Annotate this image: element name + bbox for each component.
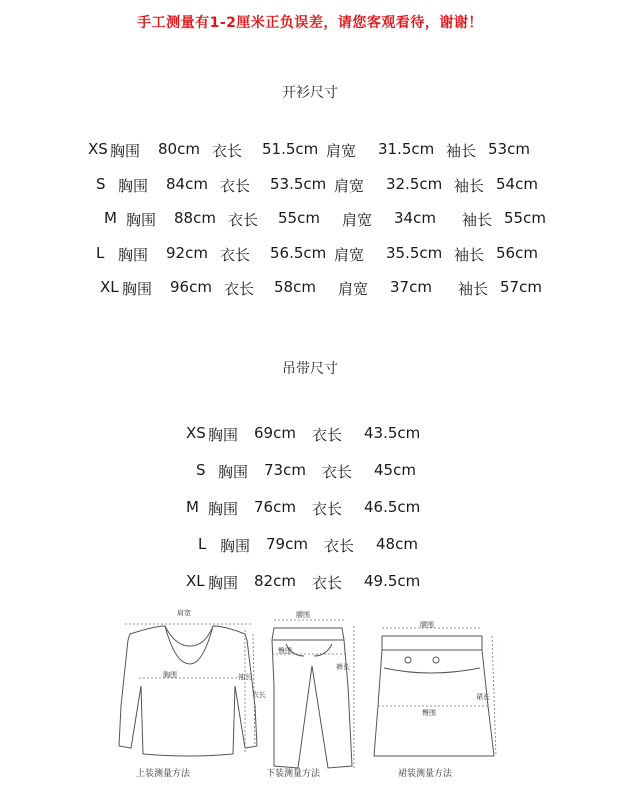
cami-size: XS xyxy=(186,424,206,442)
cami-chest: 82cm xyxy=(254,572,296,590)
cami-chest-label: 胸围 xyxy=(218,463,249,481)
cardigan-shoulder: 34cm xyxy=(394,209,436,227)
cardigan-size: M xyxy=(104,209,117,227)
cami-chest-label: 胸围 xyxy=(208,574,239,592)
cami-length-label: 衣长 xyxy=(322,463,353,481)
cardigan-row xyxy=(0,209,620,244)
cami-chest: 79cm xyxy=(266,535,308,553)
measurement-diagrams xyxy=(0,600,620,812)
cardigan-length: 58cm xyxy=(274,278,316,296)
cardigan-sleeve-label: 袖长 xyxy=(454,245,485,264)
cardigan-chest-label: 胸围 xyxy=(110,142,141,160)
cardigan-sleeve-label: 袖长 xyxy=(458,280,489,298)
cardigan-chest: 96cm xyxy=(170,278,212,296)
cardigan-section-title: 开衫尺寸 xyxy=(282,85,338,101)
pants-hip-label: 臀围 xyxy=(278,647,292,655)
top-chest-label: 胸围 xyxy=(163,671,177,679)
top-caption: 上装测量方法 xyxy=(136,769,191,779)
cami-row xyxy=(0,498,620,535)
cardigan-length-label: 衣长 xyxy=(212,142,243,160)
pants-waist-label: 腰围 xyxy=(296,611,310,619)
cami-chest: 69cm xyxy=(254,424,296,442)
cami-length: 46.5cm xyxy=(364,498,421,516)
cardigan-shoulder: 35.5cm xyxy=(386,243,443,262)
cardigan-size: L xyxy=(96,243,105,262)
cami-length-label: 衣长 xyxy=(312,574,343,592)
cardigan-size-table xyxy=(0,140,620,313)
cami-section-title: 吊带尺寸 xyxy=(282,361,338,377)
cardigan-length-label: 衣长 xyxy=(228,211,259,229)
cami-row xyxy=(0,424,620,461)
cardigan-shoulder-label: 肩宽 xyxy=(326,142,357,160)
cardigan-chest-label: 胸围 xyxy=(118,176,149,195)
cardigan-length: 55cm xyxy=(278,209,320,227)
cardigan-row xyxy=(0,175,620,210)
cami-size: L xyxy=(198,535,207,553)
cami-length-label: 衣长 xyxy=(324,537,355,555)
cardigan-shoulder-label: 肩宽 xyxy=(338,280,369,298)
cardigan-sleeve-label: 袖长 xyxy=(462,211,493,229)
cami-row xyxy=(0,535,620,572)
skirt-hip-label: 臀围 xyxy=(422,709,436,717)
skirt-caption: 裙装测量方法 xyxy=(398,769,453,779)
cami-length: 45cm xyxy=(374,461,416,479)
cardigan-sleeve: 53cm xyxy=(488,140,530,158)
cardigan-row xyxy=(0,278,620,313)
cami-size: M xyxy=(186,498,199,516)
cardigan-sleeve: 56cm xyxy=(496,243,538,262)
measurement-notice: 手工测量有1-2厘米正负误差，请您客观看待，谢谢！ xyxy=(137,15,483,31)
top-shoulder-label: 肩宽 xyxy=(177,609,191,617)
skirt-waist-label: 腰围 xyxy=(420,621,434,629)
cardigan-chest: 92cm xyxy=(166,243,208,262)
cardigan-shoulder-label: 肩宽 xyxy=(334,176,365,195)
cardigan-length-label: 衣长 xyxy=(220,245,251,264)
cardigan-shoulder: 32.5cm xyxy=(386,174,443,193)
cami-length-label: 衣长 xyxy=(312,426,343,444)
cami-length-label: 衣长 xyxy=(312,500,343,518)
cardigan-sleeve: 54cm xyxy=(496,174,538,193)
cami-length: 49.5cm xyxy=(364,572,421,590)
cardigan-size: S xyxy=(96,174,106,193)
cardigan-chest: 84cm xyxy=(166,174,208,193)
cardigan-row xyxy=(0,140,620,175)
cami-length: 43.5cm xyxy=(364,424,421,442)
cardigan-length: 56.5cm xyxy=(270,243,327,262)
cami-size-table xyxy=(0,424,620,609)
cardigan-chest-label: 胸围 xyxy=(122,280,153,298)
cardigan-shoulder-label: 肩宽 xyxy=(342,211,373,229)
cami-chest-label: 胸围 xyxy=(220,537,251,555)
top-sleeve-label: 袖长 xyxy=(238,673,252,681)
top-length-label: 衣长 xyxy=(252,691,266,699)
cami-row xyxy=(0,461,620,498)
skirt-length-label: 裙长 xyxy=(476,693,490,701)
cardigan-row xyxy=(0,244,620,279)
cami-length: 48cm xyxy=(376,535,418,553)
cami-chest-label: 胸围 xyxy=(208,500,239,518)
cardigan-shoulder: 37cm xyxy=(390,278,432,296)
cardigan-chest-label: 胸围 xyxy=(126,211,157,229)
pants-caption: 下装测量方法 xyxy=(266,769,321,779)
cami-chest-label: 胸围 xyxy=(208,426,239,444)
cardigan-chest: 88cm xyxy=(174,209,216,227)
cardigan-length: 53.5cm xyxy=(270,174,327,193)
cami-size: XL xyxy=(186,572,205,590)
cardigan-sleeve-label: 袖长 xyxy=(454,176,485,195)
pants-diagram xyxy=(256,606,376,786)
cardigan-shoulder-label: 肩宽 xyxy=(334,245,365,264)
cardigan-sleeve-label: 袖长 xyxy=(446,142,477,160)
cardigan-sleeve: 57cm xyxy=(500,278,542,296)
cami-chest: 73cm xyxy=(264,461,306,479)
cardigan-length: 51.5cm xyxy=(262,140,319,158)
cardigan-length-label: 衣长 xyxy=(224,280,255,298)
cardigan-size: XL xyxy=(100,278,119,296)
cami-chest: 76cm xyxy=(254,498,296,516)
cardigan-shoulder: 31.5cm xyxy=(378,140,435,158)
cardigan-chest-label: 胸围 xyxy=(118,245,149,264)
cardigan-length-label: 衣长 xyxy=(220,176,251,195)
cardigan-size: XS xyxy=(88,140,108,158)
cami-size: S xyxy=(196,461,206,479)
cardigan-chest: 80cm xyxy=(158,140,200,158)
pants-rise-label: 裤长 xyxy=(336,663,350,671)
top-garment-diagram xyxy=(95,606,275,786)
cardigan-sleeve: 55cm xyxy=(504,209,546,227)
